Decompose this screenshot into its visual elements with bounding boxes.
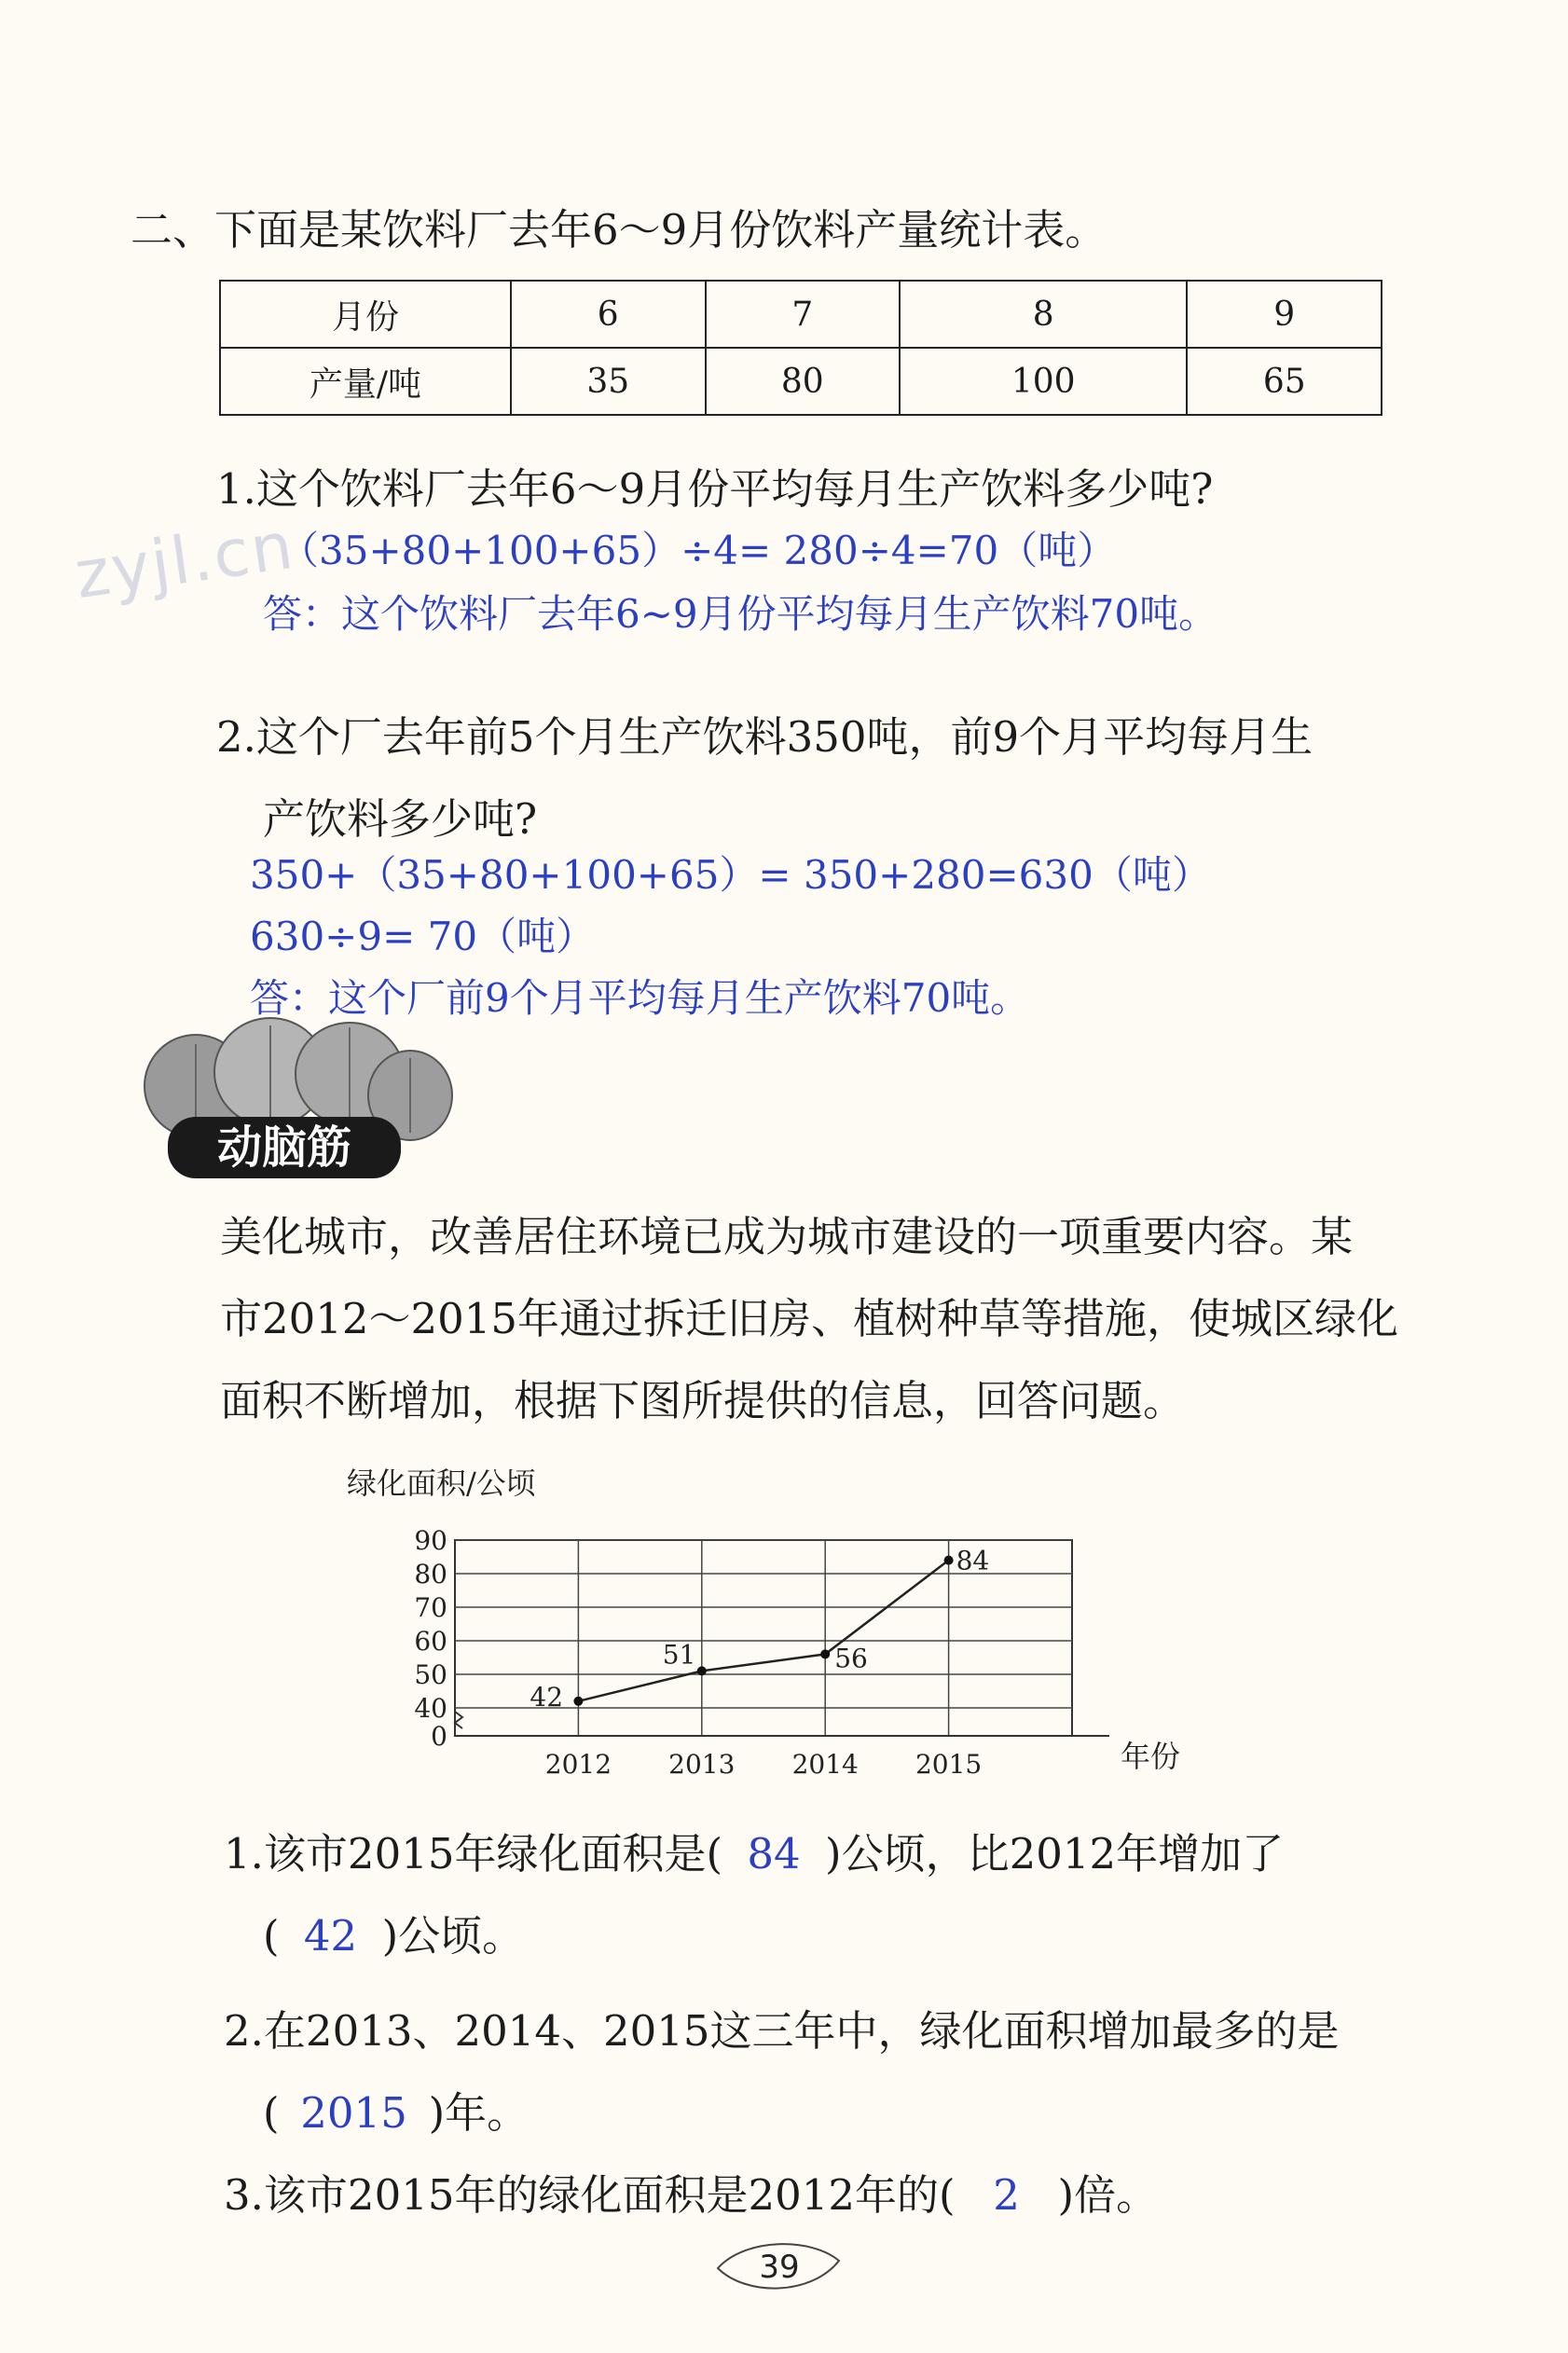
y-tick-label: 80 — [414, 1559, 447, 1589]
y-tick-label: 60 — [414, 1626, 447, 1657]
x-tick-label: 2013 — [668, 1749, 736, 1780]
answer-text-1: 答：这个饮料厂去年6~9月份平均每月生产饮料70吨。 — [263, 591, 1218, 637]
axis-break-mark — [455, 1712, 462, 1728]
q3-blank: 2 — [993, 2170, 1020, 2220]
q2-text-a: ( — [263, 2088, 280, 2138]
chart-tick-labels — [414, 1525, 982, 1780]
intro-line-3: 面积不断增加，根据下图所提供的信息，回答问题。 — [220, 1376, 1186, 1425]
data-label: 84 — [956, 1545, 990, 1576]
answer-text-2: 答：这个厂前9个月平均每月生产饮料70吨。 — [250, 975, 1030, 1021]
question-1: 1.这个饮料厂去年6～9月份平均每月生产饮料多少吨? — [216, 464, 1214, 514]
answer-work-1: （35+80+100+65）÷4= 280÷4=70（吨） — [280, 528, 1117, 573]
table-row — [220, 348, 1382, 415]
brain-question-1-line2 — [263, 1902, 524, 1962]
section-heading: 二、下面是某饮料厂去年6～9月份饮料产量统计表。 — [131, 205, 1107, 255]
page-number: 39 — [759, 2249, 800, 2286]
intro-line-2: 市2012～2015年通过拆迁旧房、植树种草等措施，使城区绿化 — [220, 1294, 1399, 1343]
q2-blank: 2015 — [300, 2088, 407, 2138]
watermark: zyjl.cn — [70, 506, 299, 614]
y-tick-label: 40 — [414, 1693, 447, 1724]
series-line — [578, 1561, 948, 1701]
q3-text-b: )倍。 — [1057, 2170, 1159, 2220]
chart-x-axis-label: 年份 — [1121, 1739, 1181, 1774]
intro-line-1: 美化城市，改善居住环境已成为城市建设的一项重要内容。某 — [220, 1212, 1354, 1261]
x-tick-label: 2014 — [791, 1749, 859, 1780]
table-cell: 80 — [706, 348, 901, 415]
y-tick-label: 0 — [431, 1721, 447, 1752]
question-2-line1: 2.这个厂去年前5个月生产饮料350吨，前9个月平均每月生 — [216, 712, 1314, 762]
table-cell: 65 — [1187, 348, 1382, 415]
q1-text-d: )公顷。 — [381, 1911, 525, 1961]
brain-question-2-line1: 2.在2013、2014、2015这三年中，绿化面积增加最多的是 — [224, 2006, 1340, 2056]
table-cell: 6 — [511, 281, 706, 348]
data-label: 42 — [530, 1681, 564, 1713]
y-tick-label: 50 — [414, 1659, 447, 1690]
data-point — [573, 1697, 583, 1706]
question-2-line2: 产饮料多少吨? — [263, 794, 538, 844]
brain-question-1-line1 — [224, 1820, 1284, 1880]
data-label: 56 — [834, 1643, 868, 1674]
y-tick-label: 70 — [414, 1592, 447, 1623]
q2-text-b: )年。 — [428, 2088, 530, 2138]
page-number-badge — [708, 2233, 848, 2298]
production-table — [219, 280, 1382, 416]
x-tick-label: 2012 — [544, 1749, 612, 1780]
brain-question-2-line2 — [263, 2079, 529, 2140]
q1-text-b: )公顷，比2012年增加了 — [825, 1829, 1285, 1878]
q1-blank-2: 42 — [303, 1911, 358, 1961]
brain-question-3 — [224, 2161, 1158, 2222]
table-header-output: 产量/吨 — [220, 348, 511, 415]
x-tick-label: 2015 — [915, 1749, 983, 1780]
q1-text-a: 1.该市2015年绿化面积是( — [224, 1829, 723, 1878]
table-cell: 100 — [900, 348, 1187, 415]
table-cell: 8 — [900, 281, 1187, 348]
data-point — [944, 1556, 954, 1565]
chart-y-axis-label: 绿化面积/公顷 — [347, 1465, 536, 1501]
brain-teaser-badge — [131, 1016, 457, 1184]
table-cell: 7 — [706, 281, 901, 348]
badge-label: 动脑筋 — [216, 1121, 352, 1174]
answer-work-2a: 350+（35+80+100+65）= 350+280=630（吨） — [250, 852, 1211, 898]
data-point — [820, 1649, 830, 1658]
answer-work-2b: 630÷9= 70（吨） — [250, 914, 596, 959]
q3-text-a: 3.该市2015年的绿化面积是2012年的( — [224, 2170, 956, 2220]
data-label: 51 — [662, 1639, 696, 1671]
table-header-month: 月份 — [220, 281, 511, 348]
table-row — [220, 281, 1382, 348]
q1-blank-1: 84 — [747, 1829, 801, 1878]
table-cell: 9 — [1187, 281, 1382, 348]
chart-series — [530, 1546, 989, 1713]
y-tick-label: 90 — [414, 1525, 447, 1556]
table-cell: 35 — [511, 348, 706, 415]
green-area-line-chart — [336, 1454, 1212, 1790]
q1-text-c: ( — [263, 1911, 280, 1961]
data-point — [697, 1666, 707, 1675]
